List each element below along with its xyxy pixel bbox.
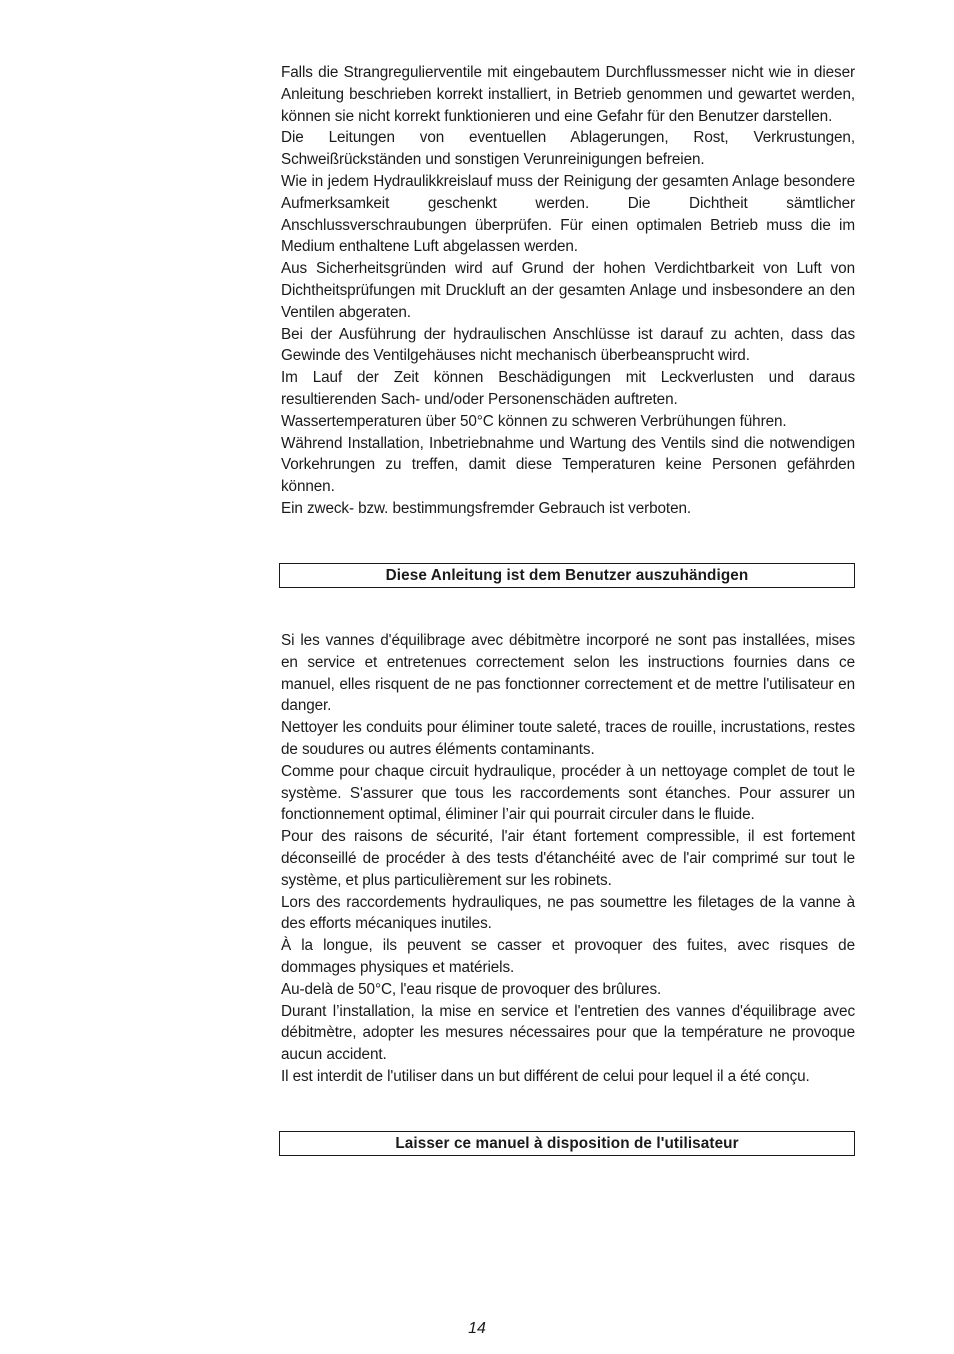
paragraph: Aus Sicherheitsgründen wird auf Grund der hohen Verdichtbarkeit von Luft von Dichtheitsprüfungen mit Druckluft an der gesamten Anlage und insbesondere an den Ventilen abgeraten. <box>281 260 855 321</box>
paragraph: Während Installation, Inbetriebnahme und Wartung des Ventils sind die notwendigen Vorkehrungen zu treffen, damit diese Temperaturen keine Personen gefährden können. <box>281 434 855 496</box>
section-french <box>281 630 855 1088</box>
page-number: 14 <box>468 1320 486 1337</box>
paragraph: Lors des raccordements hydrauliques, ne pas soumettre les filetages de la vanne à des efforts mécaniques inutiles. <box>281 893 855 933</box>
paragraph: Die Leitungen von eventuellen Ablagerungen, Rost, Verkrustungen, Schweißrückständen und sonstigen Verunreinigungen befreien. <box>281 129 855 169</box>
paragraph: Ein zweck- bzw. bestimmungsfremder Gebrauch ist verboten. <box>281 499 692 517</box>
paragraph: Nettoyer les conduits pour éliminer toute saleté, traces de rouille, incrustations, restes de soudures ou autres éléments contaminants. <box>281 719 855 758</box>
paragraph: Au-delà de 50°C, l'eau risque de provoquer des brûlures. <box>281 980 662 998</box>
notice-box-german: Diese Anleitung ist dem Benutzer auszuhändigen <box>279 563 855 588</box>
paragraph: Durant l’installation, la mise en service et l'entretien des vannes d'équilibrage avec débitmètre, adopter les mesures nécessaires pour que la température ne provoque aucun accident. <box>281 1002 855 1064</box>
paragraph: Comme pour chaque circuit hydraulique, procéder à un nettoyage complet de tout le système. S'assurer que tous les raccordements sont étanches. Pour assurer un fonctionnement optimal, éliminer l’air qui pourrait circuler dans le fluide. <box>281 762 855 824</box>
section-german <box>281 62 855 520</box>
paragraph: Pour des raisons de sécurité, l'air étant fortement compressible, il est fortement déconseillé de procéder à des tests d'étanchéité avec de l'air comprimé sur tout le système, et plus particulièrement sur les robinets. <box>281 828 855 889</box>
paragraph: Il est interdit de l'utiliser dans un but différent de celui pour lequel il a été conçu. <box>281 1067 810 1085</box>
paragraph: Si les vannes d'équilibrage avec débitmètre incorporé ne sont pas installées, mises en service et entretenues correctement selon les instructions fournies dans ce manuel, elles risquent de ne pas fonctionner correctement et de mettre l'utilisateur en danger. <box>281 632 855 715</box>
paragraph: Im Lauf der Zeit können Beschädigungen mit Leckverlusten und daraus resultierenden Sach- und/oder Personenschäden auftreten. <box>281 369 855 408</box>
paragraph: À la longue, ils peuvent se casser et provoquer des fuites, avec risques de dommages physiques et matériels. <box>281 937 855 976</box>
paragraph: Wassertemperaturen über 50°C können zu schweren Verbrühungen führen. <box>281 412 787 430</box>
notice-box-french: Laisser ce manuel à disposition de l'utilisateur <box>279 1131 855 1156</box>
paragraph: Falls die Strangregulierventile mit eingebautem Durchflussmesser nicht wie in dieser Anleitung beschrieben korrekt installiert, in Betrieb genommen und gewartet werden, können sie nicht korrekt funktionieren und eine Gefahr für den Benutzer darstellen. <box>281 64 855 125</box>
paragraph: Bei der Ausführung der hydraulischen Anschlüsse ist darauf zu achten, dass das Gewinde des Ventilgehäuses nicht mechanisch überbeansprucht wird. <box>281 325 855 365</box>
paragraph: Wie in jedem Hydraulikkreislauf muss der Reinigung der gesamten Anlage besondere Aufmerksamkeit geschenkt werden. Die Dichtheit sämtlicher Anschlussverschraubungen überprüfen. Für einen optimalen Betrieb muss die im Medium enthaltene Luft abgelassen werden. <box>281 172 855 256</box>
